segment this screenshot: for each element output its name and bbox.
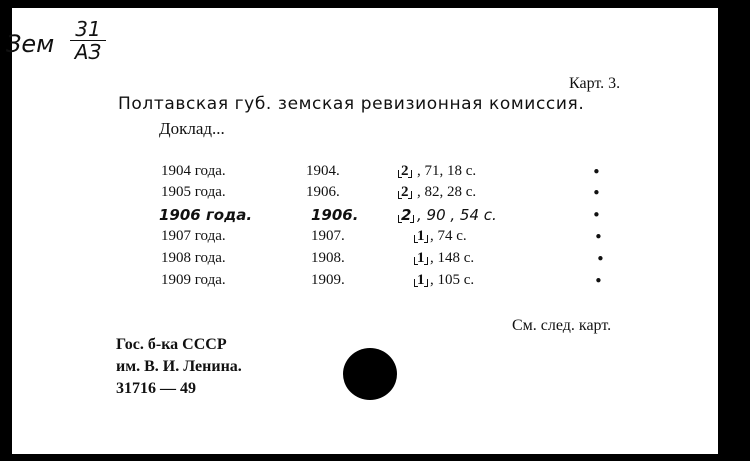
corner-note-denominator: АЗ	[74, 40, 102, 64]
row-volume	[401, 163, 409, 180]
card-title: Полтавская губ. земская ревизионная комиссия.	[118, 94, 585, 114]
row-year: 1905 года.	[161, 184, 226, 200]
row-volume-number: 1	[417, 228, 425, 244]
corner-note-numerator: 31	[70, 18, 106, 41]
row-detail: , 74 с.	[430, 228, 467, 244]
punch-hole	[343, 348, 397, 400]
list-item	[12, 206, 718, 230]
row-detail: , 71, 18 с.	[417, 163, 477, 179]
row-mark: •	[594, 228, 603, 246]
row-year: 1906 года.	[159, 206, 253, 224]
row-year: 1907 года.	[161, 228, 226, 244]
row-year-short: 1909.	[311, 272, 345, 288]
list-item	[12, 228, 718, 252]
library-line-2: им. В. И. Ленина.	[116, 358, 242, 375]
row-year-short: 1906.	[311, 206, 359, 224]
list-item	[12, 250, 718, 274]
row-mark: •	[592, 163, 601, 181]
row-detail: , 148 с.	[430, 250, 475, 266]
row-volume	[417, 250, 425, 267]
row-year-short: 1904.	[306, 163, 340, 179]
row-mark: •	[596, 250, 605, 268]
catalog-card	[6, 8, 718, 454]
row-year: 1909 года.	[161, 272, 226, 288]
row-detail: , 90 , 54 с.	[417, 206, 497, 224]
row-mark: •	[592, 206, 601, 224]
library-stamp	[116, 334, 242, 400]
row-volume	[401, 206, 411, 224]
see-next-card: См. след. карт.	[512, 317, 612, 334]
row-volume-number: 2	[401, 184, 409, 200]
row-year-short: 1908.	[311, 250, 345, 266]
corner-note	[6, 30, 54, 58]
row-volume	[401, 184, 409, 201]
card-label: Карт. 3.	[569, 75, 621, 92]
row-year-short: 1907.	[311, 228, 345, 244]
list-item	[12, 272, 718, 296]
row-volume-number: 2	[401, 163, 409, 179]
card-subtitle: Доклад...	[159, 119, 225, 138]
corner-note-fraction	[70, 18, 106, 63]
library-line-3: 31716 — 49	[116, 380, 196, 397]
list-item	[12, 184, 718, 208]
row-year-short: 1906.	[306, 184, 340, 200]
row-detail: , 82, 28 с.	[417, 184, 477, 200]
row-year: 1904 года.	[161, 163, 226, 179]
row-volume-number: 1	[417, 272, 425, 288]
row-year: 1908 года.	[161, 250, 226, 266]
row-volume	[417, 228, 425, 245]
row-mark: •	[592, 184, 601, 202]
row-volume-number: 1	[417, 250, 425, 266]
library-line-1: Гос. б-ка СССР	[116, 336, 227, 353]
row-volume	[417, 272, 425, 289]
row-detail: , 105 с.	[430, 272, 475, 288]
row-mark: •	[594, 272, 603, 290]
corner-note-prefix: Зем	[6, 30, 55, 58]
row-volume-number: 2	[401, 206, 412, 224]
